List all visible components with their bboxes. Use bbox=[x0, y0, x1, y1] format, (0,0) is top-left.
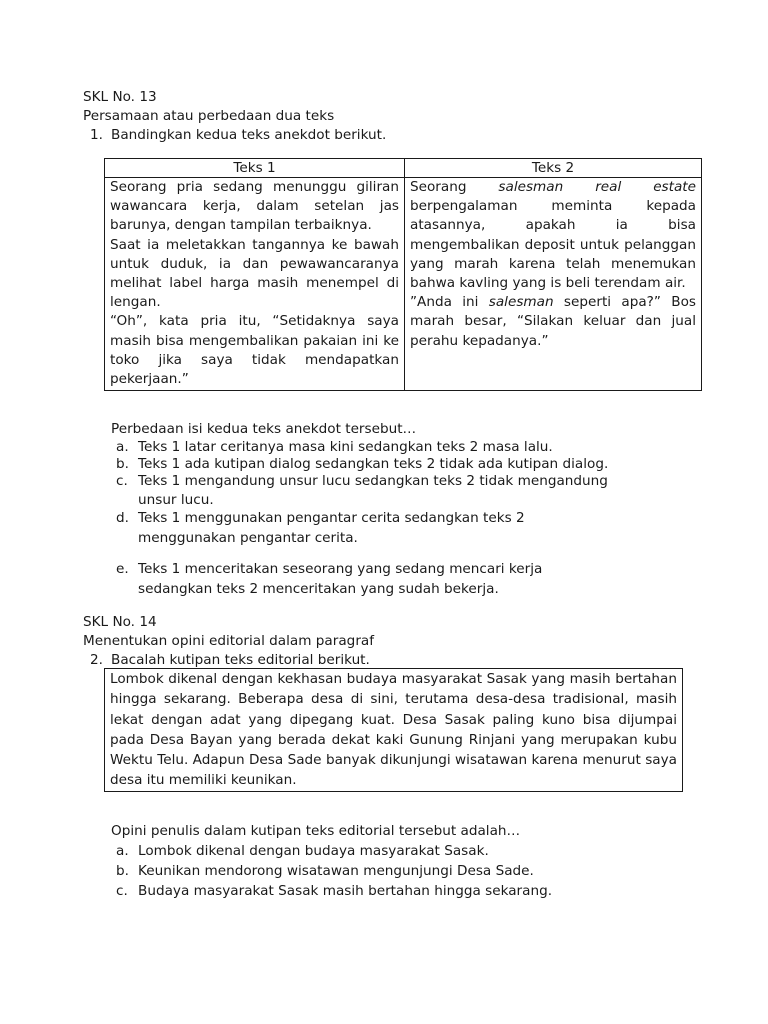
option-1d-letter: d. bbox=[116, 510, 129, 526]
option-1c-letter: c. bbox=[116, 473, 128, 489]
option-1d-text-line-1: Teks 1 menggunakan pengantar cerita sedangkan teks 2 bbox=[138, 510, 525, 526]
option-2a-text: Lombok dikenal dengan budaya masyarakat Sasak. bbox=[138, 843, 489, 859]
table-header-teks-2: Teks 2 bbox=[405, 159, 702, 178]
teks-2-paragraph-2: ”Anda ini salesman seperti apa?” Bos marah besar, “Silakan keluar dan jual perahu kepadanya.” bbox=[410, 294, 696, 349]
option-1e-letter: e. bbox=[116, 561, 129, 577]
option-2b-letter: b. bbox=[116, 863, 129, 879]
question-1-text: Bandingkan kedua teks anekdot berikut. bbox=[111, 127, 387, 143]
option-1a-text: Teks 1 latar ceritanya masa kini sedangkan teks 2 masa lalu. bbox=[138, 439, 553, 455]
question-2-text: Bacalah kutipan teks editorial berikut. bbox=[111, 652, 370, 668]
option-2c-text: Budaya masyarakat Sasak masih bertahan hingga sekarang. bbox=[138, 883, 553, 899]
editorial-excerpt-box bbox=[104, 668, 683, 792]
teks-1-cell bbox=[105, 178, 405, 391]
skl14-subtitle: Menentukan opini editorial dalam paragraf bbox=[83, 633, 375, 649]
question-1-prompt: Perbedaan isi kedua teks anekdot tersebut… bbox=[111, 421, 417, 437]
teks-2-paragraph-1: Seorang salesman real estate berpengalaman meminta kepada atasannya, apakah ia bisa mengembalikan deposit untuk pelanggan yang marah karena telah menemukan bahwa kavling yang is beli terendam air. bbox=[410, 179, 696, 292]
editorial-excerpt-text: Lombok dikenal dengan kekhasan budaya masyarakat Sasak yang masih bertahan hingga sekarang. Beberapa desa di sini, terutama desa-desa tradisional, masih lekat dengan adat yang dipegang kuat. Desa Sasak paling kuno bisa dijumpai pada Desa Bayan yang berada dekat kaki Gunung Rinjani yang merupakan kubu Wektu Telu. Adapun Desa Sade banyak dikunjungi wisatawan karena menurut saya desa itu memiliki keunikan. bbox=[110, 671, 677, 789]
question-1-number: 1. bbox=[90, 127, 103, 143]
option-1c-text-line-1: Teks 1 mengandung unsur lucu sedangkan teks 2 tidak mengandung bbox=[138, 473, 608, 489]
skl14-title: SKL No. 14 bbox=[83, 614, 157, 630]
teks-2-cell bbox=[405, 178, 702, 391]
comparison-table bbox=[104, 158, 702, 391]
option-1c-text-line-2: unsur lucu. bbox=[138, 492, 214, 508]
option-1b-letter: b. bbox=[116, 456, 129, 472]
question-2-number: 2. bbox=[90, 652, 103, 668]
option-1b-text: Teks 1 ada kutipan dialog sedangkan teks 2 tidak ada kutipan dialog. bbox=[138, 456, 609, 472]
option-1d-text-line-2: menggunakan pengantar cerita. bbox=[138, 530, 358, 546]
salesman-italic: salesman bbox=[488, 294, 554, 311]
teks-1-paragraph-2: Saat ia meletakkan tangannya ke bawah untuk duduk, ia dan pewawancaranya melihat label harga masih menempel di lengan. bbox=[110, 236, 399, 311]
option-1a-letter: a. bbox=[116, 439, 129, 455]
option-2a-letter: a. bbox=[116, 843, 129, 859]
option-2b-text: Keunikan mendorong wisatawan mengunjungi Desa Sade. bbox=[138, 863, 534, 879]
skl13-subtitle: Persamaan atau perbedaan dua teks bbox=[83, 108, 335, 124]
salesman-real-estate-italic: salesman real estate bbox=[498, 179, 696, 195]
skl13-title: SKL No. 13 bbox=[83, 89, 157, 105]
option-1e-text-line-1: Teks 1 menceritakan seseorang yang sedang mencari kerja bbox=[138, 561, 543, 577]
teks-1-paragraph-3: “Oh”, kata pria itu, “Setidaknya saya masih bisa mengembalikan pakaian ini ke toko jika saya tidak mendapatkan pekerjaan.” bbox=[110, 313, 399, 388]
teks-1-paragraph-1: Seorang pria sedang menunggu giliran wawancara kerja, dalam setelan jas barunya, dengan tampilan terbaiknya. bbox=[110, 179, 399, 234]
question-2-prompt: Opini penulis dalam kutipan teks editorial tersebut adalah… bbox=[111, 823, 521, 839]
option-2c-letter: c. bbox=[116, 883, 128, 899]
option-1e-text-line-2: sedangkan teks 2 menceritakan yang sudah bekerja. bbox=[138, 581, 499, 597]
table-header-teks-1: Teks 1 bbox=[105, 159, 405, 178]
